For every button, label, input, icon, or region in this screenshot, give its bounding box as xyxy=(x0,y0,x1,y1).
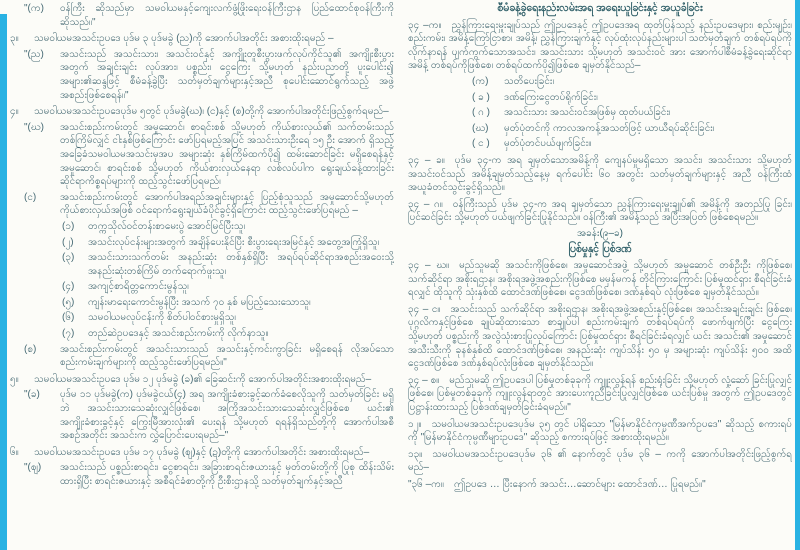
law-clause xyxy=(24,48,394,102)
law-paragraph xyxy=(408,303,792,371)
law-clause xyxy=(472,122,792,136)
clause-number-label: ၁၃။ xyxy=(408,448,423,460)
document-page xyxy=(10,2,792,550)
paragraph-text: သမဝါယမအသင်းဥပဒေ ပုဒ်မ ၃ ပုဒ်မခွဲ (ည)ကို အောက်ပါအတိုင်း အစားထိုးရမည် – xyxy=(34,33,334,45)
left-accent-bar xyxy=(0,14,7,550)
paragraph-text: သမဝါယမအသင်းဥပဒေပုဒ်မ ၃၅ တွင် ပါရှိသော "မြန်မာနိုင်ငံကုမ္ပဏီအက်ဥပဒေ" ဆိုသည့် စကားရပ်ကို "မြန်မာနိုင်ငံကုမ္ပဏီများဥပဒေ" ဆိုသည့် စကားရပ်ဖြင့် အစားထိုးရမည်။ xyxy=(408,418,792,444)
law-subclause xyxy=(62,296,394,310)
clause-number-label: ၃၄ – င။ xyxy=(408,303,441,315)
paragraph-text: ပုဒ်မ ၃၄-က အရ ချမှတ်သောအမိန့်ကို ကျေနပ်မှုမရှိသော အသင်း၊ အသင်းသား သို့မဟုတ် အသင်းဝင်သည် အမိန့်ချမှတ်သည့်နေ့မှ ရက်ပေါင်း ၆၀ အတွင်း သတ်မှတ်ချက်များနှင့် အညီ ဝန်ကြီးထံ အယူခံတင်သွင်းခွင့်ရှိသည်။ xyxy=(408,154,792,194)
paragraph-text: မှတ်ပုံတင်ကို ကာလအကန့်အသတ်ဖြင့် ယာယီရပ်ဆိုင်းခြင်း၊ xyxy=(504,122,715,134)
law-clause xyxy=(472,75,792,89)
paragraph-text: တက္ကသိုလ်ဝင်တန်းစာမေးပွဲ အောင်မြင်ပြီးသူ၊ xyxy=(88,220,246,232)
paragraph-text: မည်သူမဆို ဤဥပဒေပါ ပြစ်မှုတစ်ခုခုကို ကျူးလွန်ရန် စည်းရုံးခြင်း သို့မဟုတ် လှုံ့ဆော် ခြင်းပြုလျှင်ဖြစ်စေ၊ ပြစ်မှုတစ်ခုခုကို ကျူးလွန်ရာတွင် အားပေးကူညီခြင်းပြုလျှင်ဖြစ်စေ ယင်းပြစ်မှု အတွက် ဤဥပဒေတွင် ပြဋ္ဌာန်းထားသည့် ပြစ်ဒဏ်ချမှတ်ခြင်းခံရမည်။" xyxy=(408,374,792,414)
clause-number-label: ( ခ ) xyxy=(472,91,490,103)
column-section-header: စီမံခန့်ခွဲရေးနည်းလမ်းအရ အရေးယူခြင်းနှင့် အယူခံခြင်း xyxy=(497,2,703,14)
law-paragraph xyxy=(408,418,792,445)
clause-number-label: (၂) xyxy=(62,236,74,248)
clause-number-label: ၁၂။ xyxy=(408,418,422,430)
clause-number-label: ၅။ xyxy=(10,373,19,385)
law-section xyxy=(10,373,394,387)
law-paragraph xyxy=(408,259,792,300)
paragraph-text: ကျန်းမာရေးကောင်းမွန်ပြီး အသက် ၇၀ နှစ် မပြည့်သေးသောသူ၊ xyxy=(88,296,311,308)
clause-number-label: (၇) xyxy=(62,328,75,340)
paragraph-text: ပြစ်မှုနှင့် ပြစ်ဒဏ် xyxy=(568,242,632,255)
clause-number-label: ( ဂ ) xyxy=(472,107,490,119)
paragraph-text: အကျင့်စာရိတ္တကောင်းမွန်သူ၊ xyxy=(88,281,189,293)
paragraph-text: သမဝါယမအသင်းဥပဒေ ပုဒ်မ ၁၇ ပုဒ်မခွဲ (ဈ)နှင့် (ဍ)တို့ကို အောက်ပါအတိုင်း အစားထိုးရမည်– xyxy=(34,446,370,458)
law-clause xyxy=(24,2,394,29)
law-section xyxy=(10,32,394,46)
law-subclause xyxy=(62,327,394,341)
law-clause xyxy=(24,121,394,189)
paragraph-text: မှတ်ပုံတင်ပယ်ဖျက်ခြင်း။ xyxy=(504,138,592,150)
law-clause xyxy=(472,106,792,120)
law-clause xyxy=(472,137,792,151)
clause-number-label: "(ည) xyxy=(24,48,44,60)
paragraph-text: ဤဥပဒေ … ပြီးနောက် အသင်း…ဆောင်များ ထောင်ဒဏ်… ပြုရမည်။" xyxy=(453,479,706,490)
paragraph-text: မည်သူမဆို အသင်းကိုဖြစ်စေ၊ အမှုဆောင်အဖွဲ့ သို့မဟုတ် အမှုဆောင် တစ်ဦးဦး ကိုဖြစ်စေ၊ သက်ဆိုင်ရာ အစိုးရဌာန၊ အစိုးရအဖွဲ့အစည်းကိုဖြစ်စေ မမှန်မကန် တိုင်ကြားကြောင်း ပြစ်မှုထင်ရှား စီရင်ခြင်းခံရလျှင် ထိုသူကို သုံးနှစ်ထိ ထောင်ဒဏ်ဖြစ်စေ၊ ငွေဒဏ်ဖြစ်စေ၊ ဒဏ်နှစ်ရပ် လုံးဖြစ်စေ ချမှတ်နိုင်သည်။ xyxy=(408,260,792,299)
chapter-subheading xyxy=(408,243,792,257)
clause-number-label: "(က) xyxy=(24,3,44,14)
paragraph-text: အသင်းစည်းကမ်းတွင် အသင်းသားသည် အသင်းနှင့်ကင်းကွာခြင်း မရှိစေရန် လိုအပ်သော စည်းကမ်းချက်များကို ထည့်သွင်းဖော်ပြရမည်။" xyxy=(60,343,394,369)
paragraph-text: ဒဏ်ကြေးငွေတပ်ရိုက်ခြင်း၊ xyxy=(504,91,598,103)
clause-number-label: ၃၄ – ခ။ xyxy=(408,154,445,166)
clause-number-label: (င) xyxy=(24,191,37,203)
paragraph-text: သမဝါယမအသင်းဥပဒေ ပုဒ်မ ၁၂ ပုဒ်မခွဲ (ခ)၏ ခြေဆင်းကို အောက်ပါအတိုင်းအစားထိုးရမည်– xyxy=(34,373,372,385)
clause-number-label: "(ခ) xyxy=(24,389,40,401)
clause-number-label: (၆) xyxy=(62,312,75,324)
clause-number-label: (၄) xyxy=(62,281,75,293)
paragraph-text: အသင်းသည် အသင်းသား၊ အသင်းဝင်နှင့် အကျိုးတူစီးပွားဖက်လုပ်ကိုင်သူ၏ အကျိုးစီးပွား အတွက် အချင်းချင်း လုပ်အား၊ ပစ္စည်း၊ ငွေကြေး သို့မဟုတ် နည်းပညာတို့ ပူးပေါင်း၍ အများ၏ဆန္ဒဖြင့် စီမံခန့်ခွဲပြီး သတ်မှတ်ချက်များနှင့်အညီ စုပေါင်းဆောင်ရွက်သည့် အဖွဲ့ အစည်းဖြစ်စေရန်။" xyxy=(60,48,394,101)
law-subclause xyxy=(62,280,394,294)
clause-number-label: (စ) xyxy=(24,343,37,355)
paragraph-text: အခန်း(၉–ခ) xyxy=(577,227,623,239)
law-paragraph xyxy=(408,198,792,225)
law-clause xyxy=(24,388,394,442)
law-subclause xyxy=(62,220,394,234)
paragraph-text: ပုဒ်မ ၁၁ ပုဒ်မခွဲ(က) ပုဒ်မခွဲငယ်(၄) အရ အကျိုးခံစားခွင့်ဆက်ခံစေလိုသူကို သတ်မှတ်ခြင်း မရှိဘဲ အသင်းသားသေဆုံးလျှင်ဖြစ်စေ၊ အကြိုအသင်းသားသေဆုံးလျှင်ဖြစ်စေ ယင်း၏ အကျိုးခံစားခွင့်နှင့် ကြွေးမြီအားလုံး၏ ပေးရန် သို့မဟုတ် ရရန်ရှိသည်တို့ကို အောက်ပါအစီ အစဉ်အတိုင်း အသင်းက လွှဲပြောင်းပေးရမည်–" xyxy=(60,389,394,442)
clause-number-label: ၃၄ – စ။ xyxy=(408,374,440,386)
law-clause xyxy=(24,191,394,218)
paragraph-text: အသင်းလုပ်ငန်းများအတွက် အချိန်ပေးနိုင်ပြီး စီးပွားရေးအမြင်နှင့် အတွေ့အကြုံရှိသူ၊ xyxy=(88,236,380,248)
paragraph-text: ညွှန်ကြားရေးမှူးချုပ်သည် ဤဥပဒေနှင့် ဤဥပဒေအရ ထုတ်ပြန်သည့် နည်းဥပဒေများ၊ စည်းမျဉ်း၊ စည်းကမ်း၊ အမိန့်ကြော်ငြာစာ၊ အမိန့်၊ ညွှန်ကြားချက်နှင့် လုပ်ထုံးလုပ်နည်းများပါ သတ်မှတ်ချက် တစ်ရပ်ရပ်ကို လိုက်နာရန် ပျက်ကွက်သောအသင်း၊ အသင်းသား သို့မဟုတ် အသင်းဝင် အား အောက်ပါစီမံခန့်ခွဲရေးဆိုင်ရာအမိန့် တစ်ရပ်ကိုဖြစ်စေ၊ တစ်ရပ်ထက်ပို၍ဖြစ်စေ ချမှတ်နိုင်သည်– xyxy=(408,19,792,72)
paragraph-text: အသင်းသားသက်တမ်း အနည်းဆုံး တစ်နှစ်ရှိပြီး အရပ်ရပ်ဆိုင်ရာအစည်းအဝေးသို့ အနည်းဆုံးတစ်ကြိမ် တက်ရောက်ဖူးသူ၊ xyxy=(88,252,394,277)
law-clause xyxy=(24,343,394,370)
law-subclause xyxy=(62,251,394,278)
clause-number-label: ၆။ xyxy=(10,446,19,458)
law-paragraph xyxy=(408,154,792,195)
law-paragraph xyxy=(408,374,792,415)
clause-number-label: "၃၆ –က။ xyxy=(408,479,444,490)
clause-number-label: ၃၄ – ဂ။ xyxy=(408,198,443,210)
law-clause xyxy=(24,461,394,488)
left-column xyxy=(10,2,394,550)
clause-number-label: (၅) xyxy=(62,296,75,308)
law-subclause xyxy=(62,236,394,250)
clause-number-label: ၃၄ – ဃ။ xyxy=(408,260,450,272)
right-column xyxy=(408,2,792,550)
paragraph-text: သမဝါယမလုပ်ငန်းကို စိတ်ပါဝင်စားမှုရှိသူ၊ xyxy=(88,312,236,324)
clause-number-label: ၄။ xyxy=(10,106,19,118)
paragraph-text: ဝန်ကြီး ဆိုသည်မှာ သမဝါယမနှင့်ကျေးလက်ဖွံ့ဖြိုးရေးဝန်ကြီးဌာန ပြည်ထောင်စုဝန်ကြီးကို ဆိုသည်။" xyxy=(60,3,394,28)
law-paragraph xyxy=(408,19,792,73)
paragraph-text: တည်ဆဲဥပဒေနှင့် အသင်းစည်းကမ်းကို လိုက်နာသူ။ xyxy=(88,328,269,340)
paragraph-text: ဝန်ကြီးသည် ပုဒ်မ ၃၄-က အရ ချမှတ်သော ညွှန်ကြားရေးမှူးချုပ်၏ အမိန့်ကို အတည်ပြု ခြင်း၊ ပြင်ဆင်ခြင်း သို့မဟုတ် ပယ်ဖျက်ခြင်းပြုနိုင်သည်။ ဝန်ကြီး၏ အမိန့်သည် အပြီးအပြတ် ဖြစ်စေရမည်။ xyxy=(408,198,792,224)
paragraph-text: သမဝါယမအသင်းဥပဒေပုဒ်မ ၅တွင် ပုဒ်မခွဲ(ဃ)၊ (င)နှင့် (စ)တို့ကို အောက်ပါအတိုင်းဖြည့်စွက်ရမည်– xyxy=(34,106,389,118)
clause-number-label: (က) xyxy=(472,75,489,87)
clause-number-label: (ဃ) xyxy=(472,122,489,134)
paragraph-text: အသင်းစည်းကမ်းတွင် အမှုဆောင်၊ စာရင်းစစ် သို့မဟုတ် ကိုယ်စားလှယ်၏ သက်တမ်းသည် တစ်ကြိမ်လျှင် ငါးနှစ်ဖြစ်ကြောင်း ဖော်ပြရမည့်အပြင် အသင်းသားဦးရေ ၁၅ ဦး အောက် ရှိသည့် အခြေခံသမဝါယမအသင်းမှအပ အများဆုံး နှစ်ကြိမ်ထက်ပို၍ ထမ်းဆောင်ခြင်း မရှိစေရန်နှင့် အမှုဆောင်၊ စာရင်းစစ် သို့မဟုတ် ကိုယ်စားလှယ်နေရာ လစ်လပ်ပါက ရွေးချယ်ခန့်ထားခြင်းဆိုင်ရာကိစ္စရပ်များကို ထည့်သွင်းဖော်ပြရမည်၊ xyxy=(60,121,394,188)
law-section xyxy=(10,105,394,119)
paragraph-text: သတိပေးခြင်း၊ xyxy=(504,75,555,87)
right-accent-bar xyxy=(795,0,800,550)
paragraph-text: အသင်းသည် သက်ဆိုင်ရာ အစိုးရဌာန၊ အစိုးရအဖွဲ့အစည်းနှင့်ဖြစ်စေ၊ အသင်းအချင်းချင်း ဖြစ်စေ၊ ပုဂ္ဂလိကနှင့်ဖြစ်စေ ချုပ်ဆိုထားသော စာချုပ်ပါ စည်းကမ်းချက် တစ်ရပ်ရပ်ကို ဖောက်ဖျက်ပြီး ငွေကြေး သို့မဟုတ် ပစ္စည်းကို အလွဲသုံးစားပြုလုပ်ကြောင်း ပြစ်မှုထင်ရှား စီရင်ခြင်းခံရလျှင် ယင်း အသင်း၏ အမှုဆောင်အသီးသီးကို ခုနစ်နှစ်ထိ ထောင်ဒဏ်ဖြစ်စေ၊ အနည်းဆုံး ကျပ်သိန်း ၅၀ မှ အများဆုံး ကျပ်သိန်း ၅၀၀ အထိ ငွေဒဏ်ဖြစ်စေ ဒဏ်နှစ်ရပ်လုံးဖြစ်စေ ချမှတ်နိုင်သည်။ xyxy=(408,303,792,370)
clause-number-label: ၃၄ –က။ xyxy=(408,19,442,31)
clause-number-label: ၃။ xyxy=(10,33,19,45)
law-subclause xyxy=(62,311,394,325)
law-clause xyxy=(472,91,792,105)
law-paragraph xyxy=(408,478,792,492)
paragraph-text: အသင်းသား အသင်းဝင်အဖြစ်မှ ထုတ်ပယ်ခြင်း၊ xyxy=(504,107,671,119)
clause-number-label: (၃) xyxy=(62,252,75,264)
law-paragraph xyxy=(408,448,792,475)
clause-number-label: "(ဈ) xyxy=(24,462,42,474)
paragraph-text: သမဝါယမအသင်းဥပဒေပုဒ်မ ၃၆ ၏ နောက်တွင် ပုဒ်မ ၃၆ – ကကို အောက်ပါအတိုင်းဖြည့်စွက်ရမည်– xyxy=(408,448,792,474)
paragraph-text: အသင်းသည် ပစ္စည်းစာရင်း၊ ငွေစာရင်း၊ အခြားစာရင်းဇယားနှင့် မှတ်တမ်းတို့ကို ပြုစု ထိန်းသိမ်းထားရှိပြီး စာရင်းဇယားနှင့် အစီရင်ခံစာတို့ကို ဦးစီးဌာနသို့ သတ်မှတ်ချက်နှင့်အညီ xyxy=(60,462,394,487)
clause-number-label: "(ဃ) xyxy=(24,121,44,133)
law-section xyxy=(10,446,394,460)
paragraph-text: အသင်းစည်းကမ်းတွင် အောက်ပါအရည်အချင်းများနှင့် ပြည့်စုံသူသည် အမှုဆောင်သို့မဟုတ် ကိုယ်စားလှယ်အဖြစ် ဝင်ရောက်ရွေးချယ်ခံပိုင်ခွင့်ရှိကြောင်း ထည့်သွင်းဖော်ပြရမည် – xyxy=(60,191,394,217)
chapter-heading xyxy=(408,227,792,241)
clause-number-label: ( င ) xyxy=(472,138,490,150)
clause-number-label: (၁) xyxy=(62,220,75,232)
